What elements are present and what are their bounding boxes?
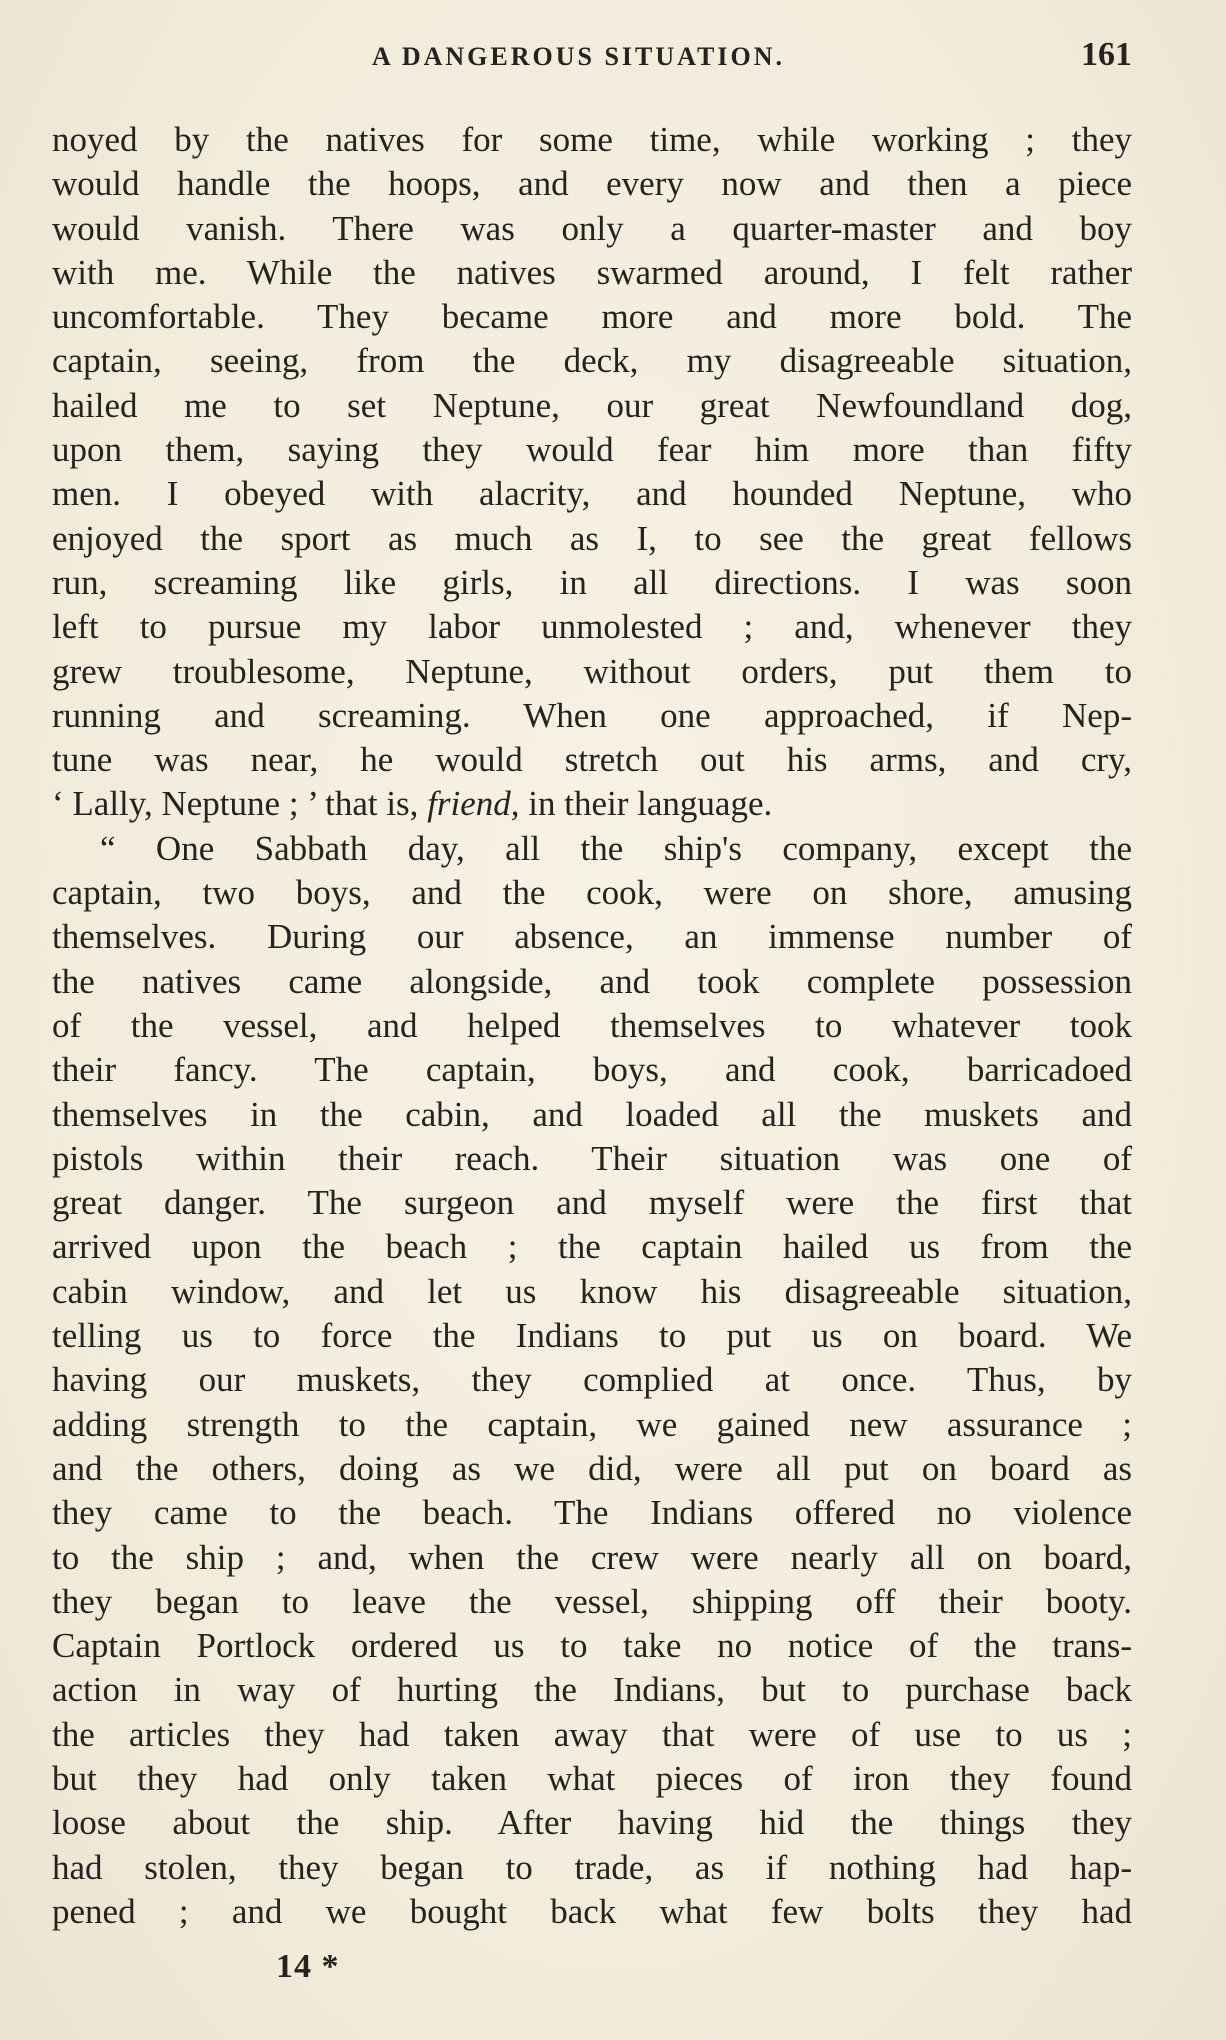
text-line: the natives came alongside, and took complete possession bbox=[52, 961, 1132, 1001]
text-line: men. I obeyed with alacrity, and hounded Neptune, who bbox=[52, 474, 1132, 514]
text-line: loose about the ship. After having hid the things they bbox=[52, 1803, 1132, 1843]
page-number: 161 bbox=[1081, 36, 1132, 73]
text-line: Captain Portlock ordered us to take no notice of the trans- bbox=[52, 1626, 1132, 1666]
text-line: telling us to force the Indians to put us on board. We bbox=[52, 1316, 1132, 1356]
quote-text-before: ‘ Lally, Neptune ; ’ that is, bbox=[52, 784, 428, 824]
text-line: they began to leave the vessel, shipping off their booty. bbox=[52, 1581, 1132, 1621]
text-line: hailed me to set Neptune, our great Newfoundland dog, bbox=[52, 385, 1132, 425]
text-line: action in way of hurting the Indians, but to purchase back bbox=[52, 1670, 1132, 1710]
running-head bbox=[52, 36, 1132, 76]
text-line: enjoyed the sport as much as I, to see the great fellows bbox=[52, 518, 1132, 558]
text-line: had stolen, they began to trade, as if nothing had hap- bbox=[52, 1847, 1132, 1887]
paragraph-first-line: “ One Sabbath day, all the ship's company, except the bbox=[100, 828, 1132, 868]
quote-text-italic: friend, bbox=[427, 784, 520, 824]
running-head-title: A DANGEROUS SITUATION. bbox=[372, 42, 785, 71]
text-line: they came to the beach. The Indians offered no violence bbox=[52, 1493, 1132, 1533]
text-line: would vanish. There was only a quarter-master and boy bbox=[52, 208, 1132, 248]
text-line: the articles they had taken away that were of use to us ; bbox=[52, 1714, 1132, 1754]
text-line: upon them, saying they would fear him more than fifty bbox=[52, 430, 1132, 470]
text-line: to the ship ; and, when the crew were nearly all on board, bbox=[52, 1537, 1132, 1577]
text-line: and the others, doing as we did, were all put on board as bbox=[52, 1448, 1132, 1488]
text-line: themselves in the cabin, and loaded all the muskets and bbox=[52, 1094, 1132, 1134]
text-line: pistols within their reach. Their situation was one of bbox=[52, 1138, 1132, 1178]
text-line: would handle the hoops, and every now and then a piece bbox=[52, 164, 1132, 204]
text-line: run, screaming like girls, in all directions. I was soon bbox=[52, 562, 1132, 602]
text-line: great danger. The surgeon and myself were the first that bbox=[52, 1183, 1132, 1223]
text-line: uncomfortable. They became more and more bold. The bbox=[52, 297, 1132, 337]
text-line: their fancy. The captain, boys, and cook, barricadoed bbox=[52, 1050, 1132, 1090]
text-line-quote bbox=[52, 782, 1132, 826]
text-line: of the vessel, and helped themselves to whatever took bbox=[52, 1005, 1132, 1045]
text-line: adding strength to the captain, we gained new assurance ; bbox=[52, 1404, 1132, 1444]
text-line: tune was near, he would stretch out his arms, and cry, bbox=[52, 740, 1132, 780]
text-line: running and screaming. When one approached, if Nep- bbox=[52, 695, 1132, 735]
text-line: arrived upon the beach ; the captain hailed us from the bbox=[52, 1227, 1132, 1267]
text-line: cabin window, and let us know his disagreeable situation, bbox=[52, 1271, 1132, 1311]
text-line: having our muskets, they complied at once. Thus, by bbox=[52, 1360, 1132, 1400]
body-text bbox=[52, 118, 1132, 1934]
text-line: pened ; and we bought back what few bolts they had bbox=[52, 1891, 1132, 1931]
quote-text-after: in their language. bbox=[519, 784, 773, 824]
text-line: noyed by the natives for some time, while working ; they bbox=[52, 120, 1132, 159]
text-line: captain, two boys, and the cook, were on shore, amusing bbox=[52, 873, 1132, 913]
text-line: grew troublesome, Neptune, without orders, put them to bbox=[52, 651, 1132, 691]
text-line: but they had only taken what pieces of iron they found bbox=[52, 1758, 1132, 1798]
text-line: captain, seeing, from the deck, my disagreeable situation, bbox=[52, 341, 1132, 381]
text-line: with me. While the natives swarmed around, I felt rather bbox=[52, 252, 1132, 292]
text-line: themselves. During our absence, an immense number of bbox=[52, 917, 1132, 957]
signature-mark: 14 * bbox=[276, 1948, 340, 1985]
text-line: left to pursue my labor unmolested ; and, whenever they bbox=[52, 607, 1132, 647]
